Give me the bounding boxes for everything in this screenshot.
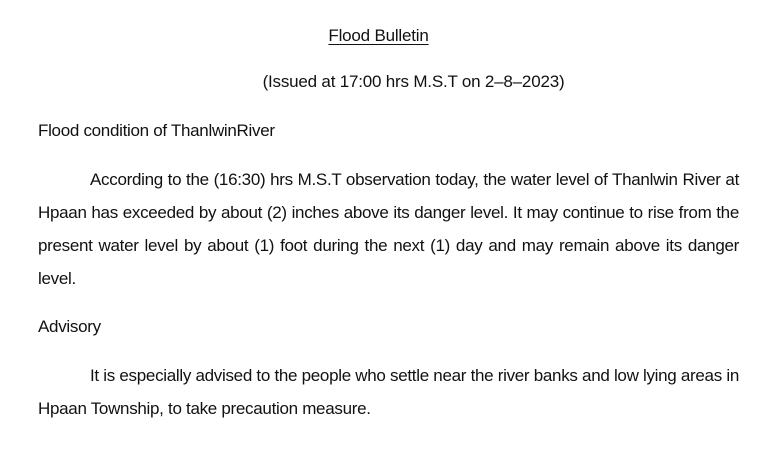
advisory-heading: Advisory (38, 317, 101, 336)
bulletin-title: Flood Bulletin (328, 26, 429, 45)
flood-condition-heading: Flood condition of ThanlwinRiver (38, 121, 275, 140)
issued-timestamp: (Issued at 17:00 hrs M.S.T on 2–8–2023) (262, 72, 565, 91)
flood-condition-paragraph: According to the (16:30) hrs M.S.T observation today, the water level of Thanlwin River at Hpaan has exceeded by about (2) inches above its danger level. It may continue to rise from the present water level by about (1) foot during the next (1) day and may remain above its danger level. (38, 170, 739, 288)
advisory-paragraph: It is especially advised to the people who settle near the river banks and low lying areas in Hpaan Township, to take precaution measure. (38, 366, 739, 418)
